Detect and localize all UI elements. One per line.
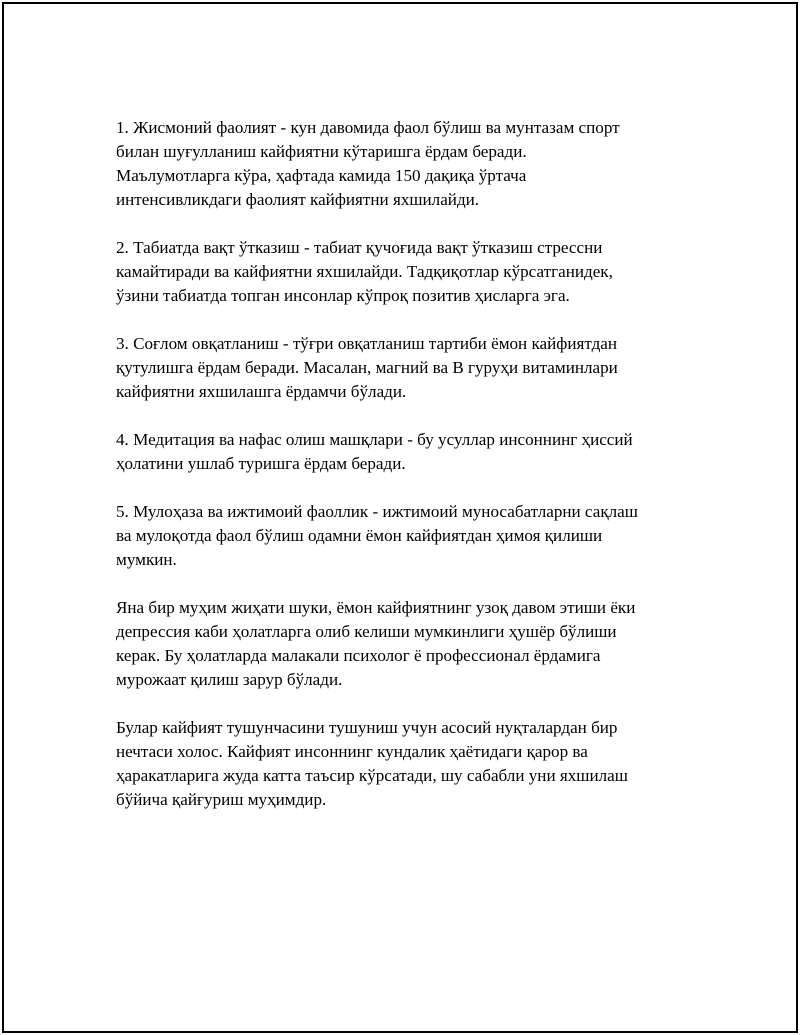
text-line: нечтаси холос. Кайфият инсоннинг кундалик ҳаётидаги қарор ва	[116, 742, 588, 761]
text-line: ўзини табиатда топган инсонлар кўпроқ позитив ҳисларга эга.	[116, 286, 570, 305]
paragraph-depression-warning	[116, 596, 706, 692]
text-line: камайтиради ва кайфиятни яхшилайди. Тадқиқотлар кўрсатганидек,	[116, 262, 613, 281]
text-line: Яна бир муҳим жиҳати шуки, ёмон кайфиятнинг узоқ давом этиши ёки	[116, 598, 636, 617]
text-line: 4. Медитация ва нафас олиш машқлари - бу усуллар инсоннинг ҳиссий	[116, 430, 633, 449]
paragraph-conclusion	[116, 716, 706, 812]
text-line: 1. Жисмоний фаолият - кун давомида фаол бўлиш ва мунтазам спорт	[116, 118, 620, 137]
text-line: билан шуғулланиш кайфиятни кўтаришга ёрдам беради.	[116, 142, 527, 161]
text-line: ва мулоқотда фаол бўлиш одамни ёмон кайфиятдан ҳимоя қилиши	[116, 526, 603, 545]
text-line: мумкин.	[116, 550, 177, 569]
text-line: бўйича қайғуриш муҳимдир.	[116, 790, 327, 809]
text-line: Булар кайфият тушунчасини тушуниш учун асосий нуқталардан бир	[116, 718, 618, 737]
paragraph-meditation	[116, 428, 706, 476]
text-line: депрессия каби ҳолатларга олиб келиши мумкинлиги ҳушёр бўлиши	[116, 622, 617, 641]
text-line: қутулишга ёрдам беради. Масалан, магний ва В гуруҳи витаминлари	[116, 358, 618, 377]
text-line: ҳолатини ушлаб туришга ёрдам беради.	[116, 454, 406, 473]
text-line: ҳаракатларига жуда катта таъсир кўрсатади, шу сабабли уни яхшилаш	[116, 766, 628, 785]
text-line: кайфиятни яхшилашга ёрдамчи бўлади.	[116, 382, 407, 401]
text-line: Маълумотларга кўра, ҳафтада камида 150 дақиқа ўртача	[116, 166, 527, 185]
text-line: керак. Бу ҳолатларда малакали психолог ё профессионал ёрдамига	[116, 646, 601, 665]
paragraph-physical-activity	[116, 116, 706, 212]
text-line: 2. Табиатда вақт ўтказиш - табиат қучоғида вақт ўтказиш стрессни	[116, 238, 603, 257]
text-line: интенсивликдаги фаолият кайфиятни яхшилайди.	[116, 190, 480, 209]
text-line: мурожаат қилиш зарур бўлади.	[116, 670, 343, 689]
paragraph-healthy-eating	[116, 332, 706, 404]
text-line: 5. Мулоҳаза ва ижтимоий фаоллик - ижтимоий муносабатларни сақлаш	[116, 502, 638, 521]
text-line: 3. Соғлом овқатланиш - тўғри овқатланиш тартиби ёмон кайфиятдан	[116, 334, 618, 353]
document-body	[116, 116, 706, 836]
paragraph-nature	[116, 236, 706, 308]
paragraph-social-activity	[116, 500, 706, 572]
